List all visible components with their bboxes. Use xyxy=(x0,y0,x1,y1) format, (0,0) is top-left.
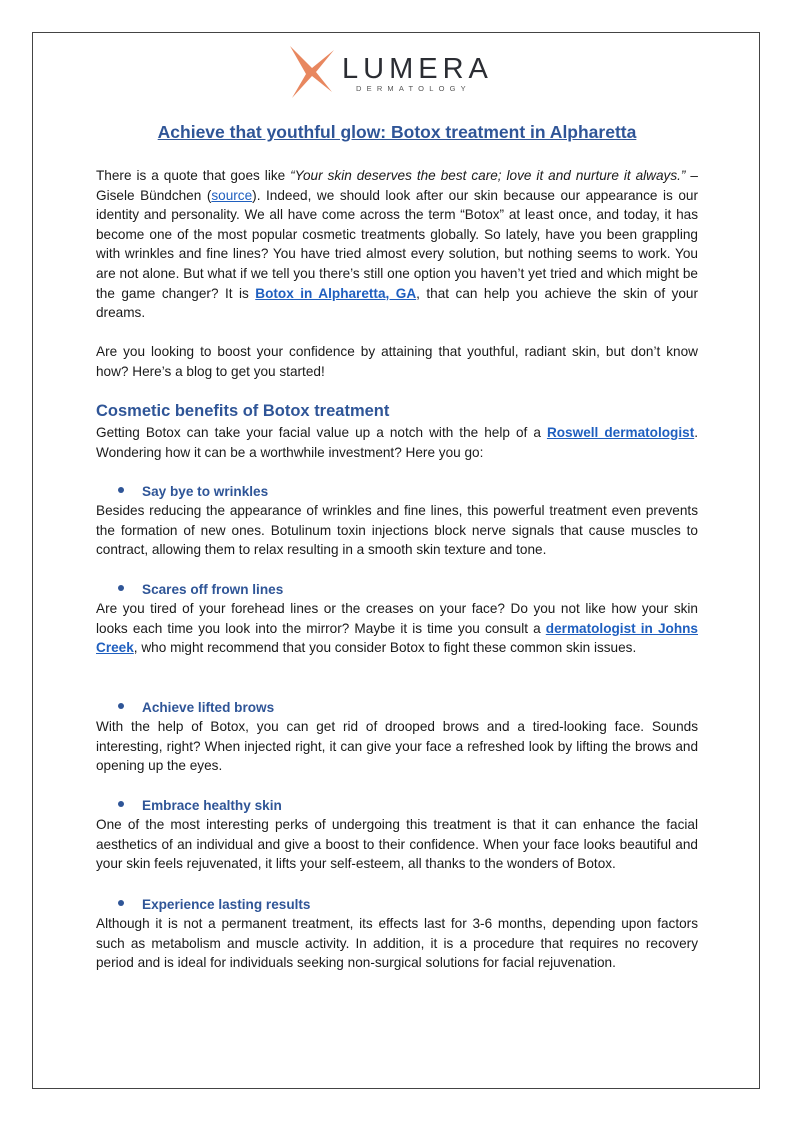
lumera-logo xyxy=(286,44,510,100)
benefit-title-4: Embrace healthy skin xyxy=(142,798,282,813)
intro-paragraph-2: Are you looking to boost your confidence by attaining that youthful, radiant skin, but don’t know how? Here’s a blog to get you started! xyxy=(96,344,698,379)
bullet-dot-icon xyxy=(118,703,124,709)
roswell-dermatologist-link[interactable]: Roswell dermatologist xyxy=(546,425,695,440)
botox-alpharetta-link[interactable]: Botox in Alpharetta, GA xyxy=(255,285,417,301)
benefit-title-2: Scares off frown lines xyxy=(142,582,284,597)
intro-text-2: – Gisele Bündchen ( xyxy=(96,168,698,203)
benefit-2-text-1: Are you tired of your forehead lines or the creases on your face? Do you not like how your skin looks each time you look into the mirror? Maybe it is time you consult a xyxy=(96,601,698,636)
bullet-dot-icon xyxy=(118,585,124,591)
benefit-title-3: Achieve lifted brows xyxy=(142,700,275,715)
benefit-body-3: With the help of Botox, you can get rid of drooped brows and a tired-looking face. Sounds interesting, right? When injected right, it can give your face a refreshed look by lifting the brows and opening up the eyes. xyxy=(96,719,698,774)
benefit-heading-1 xyxy=(118,482,268,501)
bullet-dot-icon xyxy=(118,487,124,493)
benefit-2-text-2: , who might recommend that you consider Botox to fight these common skin issues. xyxy=(133,640,637,656)
intro-paragraph xyxy=(96,166,698,323)
logo-subtitle: DERMATOLOGY xyxy=(356,84,471,93)
lumera-x-mark-icon xyxy=(286,44,338,100)
benefit-heading-4 xyxy=(118,796,282,815)
intro-text-1: There is a quote that goes like xyxy=(96,168,291,183)
dermatologist-johns-creek-link[interactable]: dermatologist in Johns Creek xyxy=(96,620,698,656)
logo-wordmark: LUMERA xyxy=(342,53,493,85)
page-title: Achieve that youthful glow: Botox treatment in Alpharetta xyxy=(157,122,637,142)
benefit-title-1: Say bye to wrinkles xyxy=(142,484,269,499)
section-heading: Cosmetic benefits of Botox treatment xyxy=(96,402,390,420)
benefit-heading-5 xyxy=(118,895,310,914)
section-intro xyxy=(96,423,698,462)
section-text-2: . Wondering how it can be a worthwhile investment? Here you go: xyxy=(96,425,698,460)
intro-quote: “Your skin deserves the best care; love it and nurture it always.” xyxy=(290,168,686,183)
benefit-heading-3 xyxy=(118,698,274,717)
benefit-body-4: One of the most interesting perks of undergoing this treatment is that it can enhance the facial aesthetics of an individual and give a boost to their confidence. When your face looks beautiful and your skin feels rejuvenated, it lifts your self-esteem, all thanks to the wonders of Botox. xyxy=(96,817,698,872)
section-text-1: Getting Botox can take your facial value up a notch with the help of a xyxy=(96,425,547,440)
benefit-body-1: Besides reducing the appearance of wrinkles and fine lines, this powerful treatment even prevents the formation of new ones. Botulinum toxin injections block nerve signals that cause muscles to contract, allowing them to relax resulting in a smooth skin texture and tone. xyxy=(96,503,698,558)
bullet-dot-icon xyxy=(118,900,124,906)
benefit-body-5: Although it is not a permanent treatment, its effects last for 3-6 months, depending upon factors such as metabolism and muscle activity. In addition, it is a procedure that requires no recovery period and is ideal for individuals seeking non-surgical solutions for facial rejuvenation. xyxy=(96,916,698,971)
benefit-body-2 xyxy=(96,599,698,658)
intro-text-3: ). Indeed, we should look after our skin because our appearance is our identity and personality. We all have come across the term “Botox” at least once, and today, it has become one of the most popular cosmetic treatments globally. So lately, have you been grappling with wrinkles and fine lines? You have tried almost every solution, but nothing seems to work. You are not alone. But what if we tell you there’s still one option you haven’t yet tried and which might be the game changer? It is xyxy=(96,187,698,301)
benefit-title-5: Experience lasting results xyxy=(142,897,311,912)
bullet-dot-icon xyxy=(118,801,124,807)
benefit-heading-2 xyxy=(118,580,283,599)
intro-text-4: , that can help you achieve the skin of your dreams. xyxy=(96,285,699,321)
source-link[interactable]: source xyxy=(211,187,253,203)
